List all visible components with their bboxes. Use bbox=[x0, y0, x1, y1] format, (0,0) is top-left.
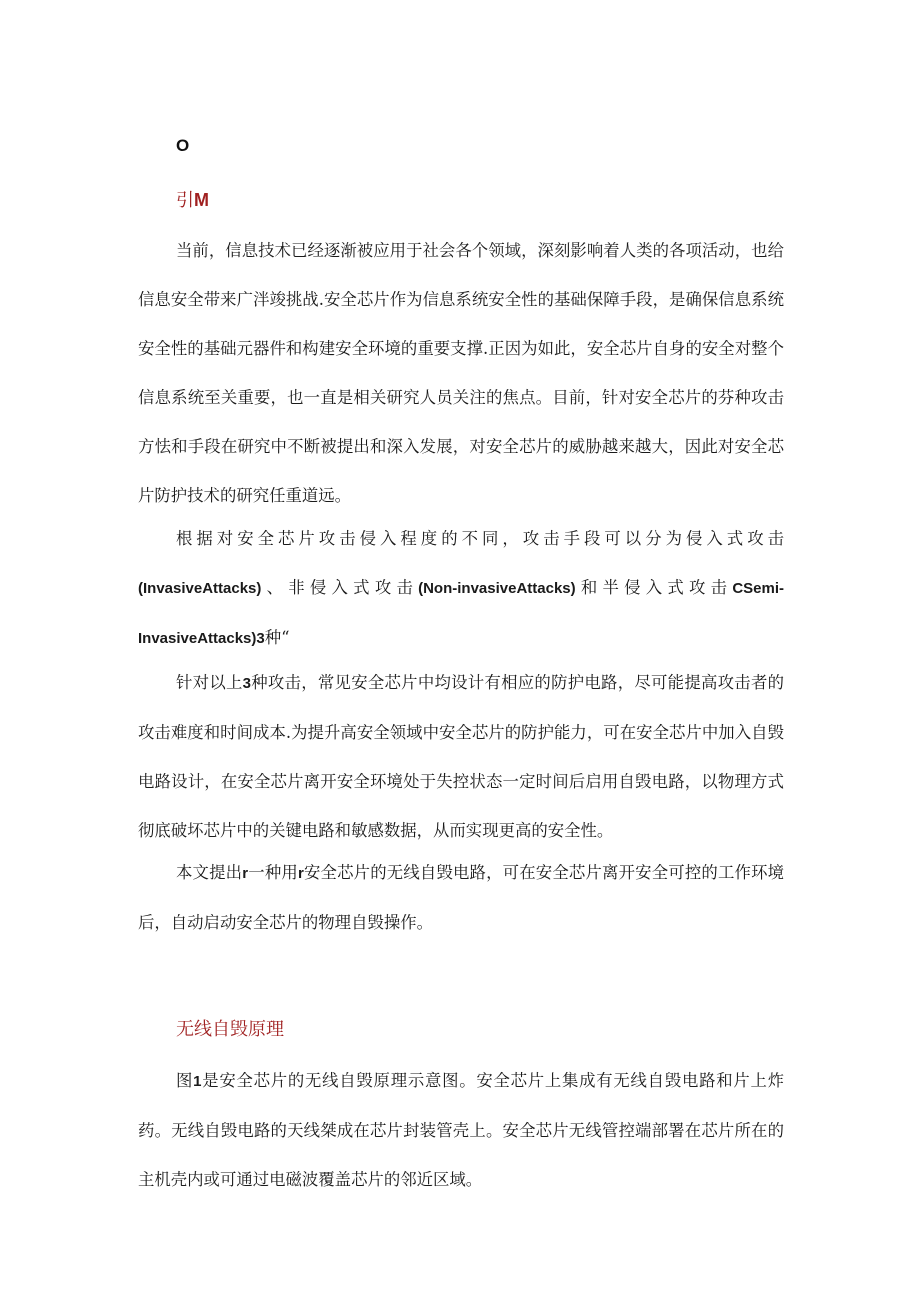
paragraph-protection bbox=[138, 658, 784, 855]
p4-glyph-1: r bbox=[242, 865, 249, 882]
section-heading-wireless-principle: 无线自毁原理 bbox=[176, 1019, 284, 1040]
p5-text-1: 图 bbox=[176, 1071, 194, 1090]
p2-text-3: 和半侵入式攻击 bbox=[575, 578, 733, 597]
intro-heading bbox=[176, 186, 209, 212]
p4-text-1: 本文提出 bbox=[176, 863, 243, 882]
paragraph-intro: 当前，信息技术已经逐渐被应用于社会各个领域，深刻影响着人类的各项活动，也给信息安全带来广泮竣挑战.安全芯片作为信息系统安全性的基础保障手段，是确保信息系统安全性的基础元器件和构建安全环境的重要支撑.正因为如此，安全芯片自身的安全对整个信息系统至关重要，也一直是相关研究人员关注的焦点。目前，针对安全芯片的芬种攻击方怯和手段在研究中不断被提出和深入发展，对安全芯片的威胁越来越大，因此对安全芯片防护技术的研究任重道远。 bbox=[138, 241, 784, 505]
section-marker: O bbox=[176, 136, 190, 155]
p3-text-2: 种攻击，常见安全芯片中均设计有相应的防护电路，尽可能提高攻击者的攻击难度和时间成本.为提升高安全领域中安全芯片的防护能力，可在安全芯片中加入自毁电路设计，在安全芯片离开安全环境处于失控状态一定时间后启用自毁电路，以物理方式彻底破坏芯片中的关键电路和敏感数据，从而实现更高的安全性。 bbox=[138, 673, 785, 840]
p5-text-2: 是安全芯片的无线自毁原理示意图。安全芯片上集成有无线自毁电路和片上炸药。无线自毁电路的天线桀成在芯片封装管壳上。安全芯片无线管控端部署在芯片所在的主机壳内或可通过电磁波覆盖芯片的邻近区域。 bbox=[138, 1071, 785, 1189]
p4-glyph-2: r bbox=[297, 865, 304, 882]
paragraph-principle bbox=[138, 1056, 784, 1204]
p2-term-semiinvasive: CSemi-InvasiveAttacks)3 bbox=[138, 580, 785, 647]
paragraph-attack-types bbox=[138, 514, 784, 663]
p3-text-1: 针对以上 bbox=[176, 673, 243, 692]
p2-text-1: 根据对安全芯片攻击侵入程度的不同，攻击手段可以分为侵入式攻击 bbox=[176, 529, 784, 548]
p2-term-invasive: (InvasiveAttacks) bbox=[138, 580, 262, 597]
p5-figure-number: 1 bbox=[193, 1073, 202, 1090]
p2-text-4: 种“ bbox=[264, 628, 290, 647]
intro-heading-suffix: M bbox=[194, 190, 209, 210]
p2-text-2: 、非侵入式攻击 bbox=[261, 578, 419, 597]
p4-text-2: 一种用 bbox=[248, 863, 298, 882]
p2-term-noninvasive: (Non-invasiveAttacks) bbox=[418, 580, 576, 597]
p3-number: 3 bbox=[242, 675, 251, 692]
paragraph-proposal bbox=[138, 848, 784, 947]
intro-heading-prefix: 引 bbox=[176, 190, 194, 211]
p4-text-3: 安全芯片的无线自毁电路，可在安全芯片离开安全可控的工作环境后，自动启动安全芯片的物理自毁操作。 bbox=[138, 863, 785, 932]
